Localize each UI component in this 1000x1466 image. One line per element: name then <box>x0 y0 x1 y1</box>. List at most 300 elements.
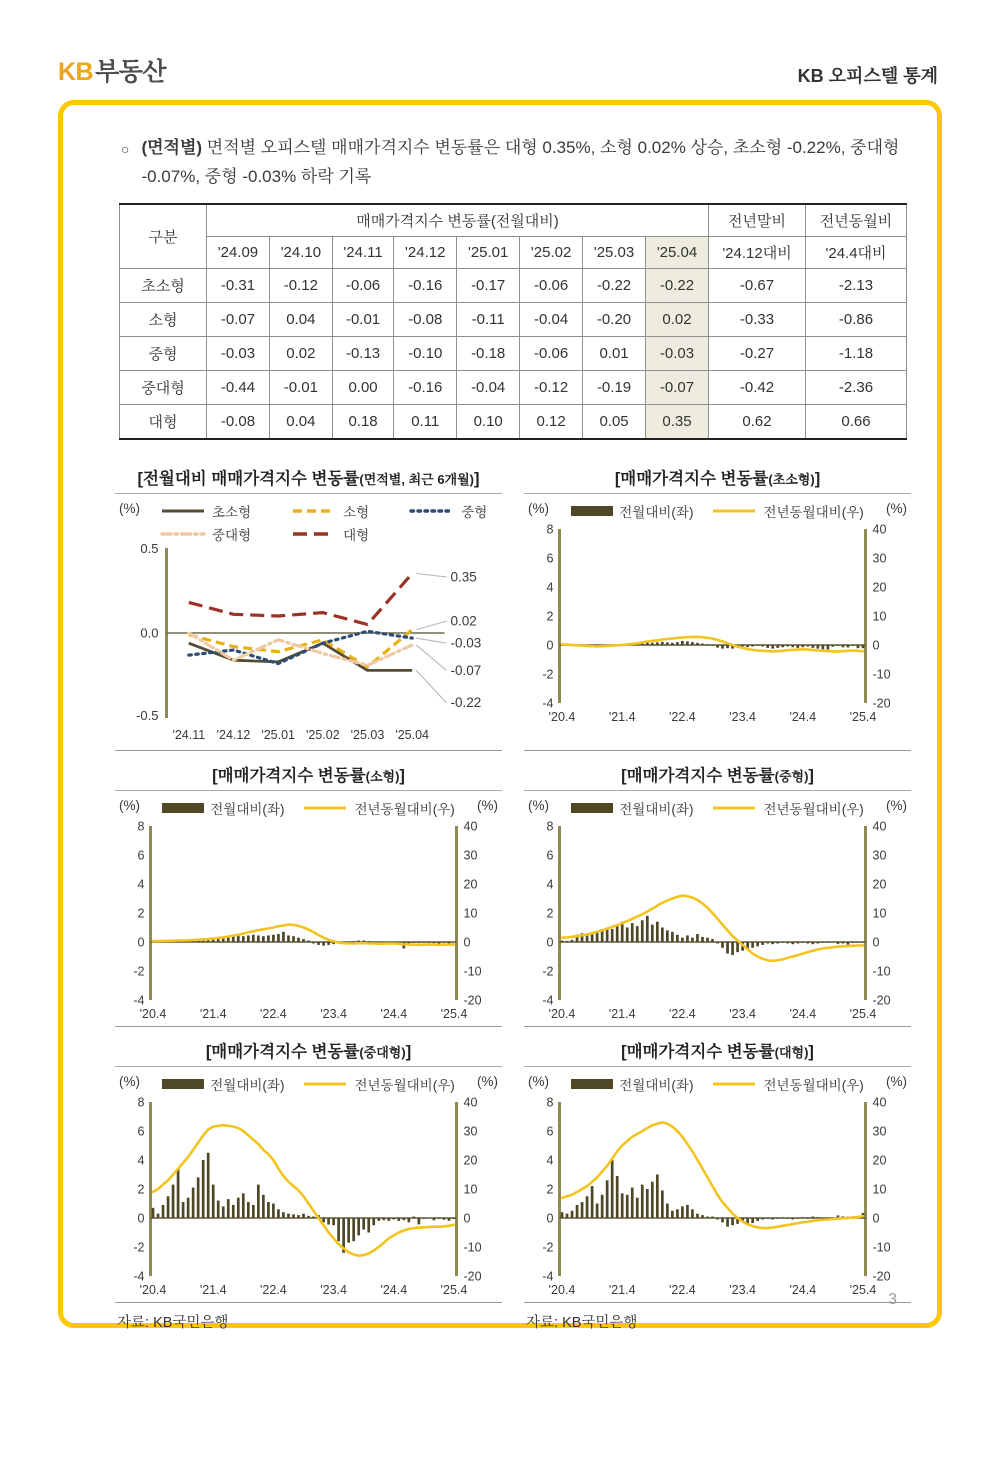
content-box <box>58 100 942 1332</box>
svg-text:8: 8 <box>137 819 145 834</box>
table-cell: -0.12 <box>520 371 583 405</box>
chart-title-main: [매매가격지수 변동률 <box>621 767 775 786</box>
svg-text:'25.01: '25.01 <box>261 728 296 743</box>
chart-title-close: ] <box>399 767 405 786</box>
table-cell: -0.22 <box>646 269 709 303</box>
svg-text:'22.4: '22.4 <box>260 1283 287 1298</box>
svg-text:2: 2 <box>546 1182 554 1197</box>
chart-title-close: ] <box>808 767 814 786</box>
svg-text:-2: -2 <box>133 1240 145 1255</box>
chart-title-sub: (대형) <box>774 1045 809 1061</box>
legend-items <box>162 1074 454 1094</box>
svg-text:'23.4: '23.4 <box>320 1007 347 1022</box>
table-cell: 0.02 <box>269 337 332 371</box>
svg-text:-0.07: -0.07 <box>450 663 482 679</box>
table-row <box>119 371 906 405</box>
month-header: '24.12 <box>394 237 457 269</box>
chart-title-main: [매매가격지수 변동률 <box>212 767 366 786</box>
svg-text:-4: -4 <box>133 993 145 1008</box>
legend-item <box>711 798 863 818</box>
legend-line-swatch-icon <box>409 505 455 517</box>
legend-label: 전월대비(좌) <box>619 505 694 521</box>
yoy-sub-header: '24.4대비 <box>806 237 907 269</box>
svg-text:'20.4: '20.4 <box>548 710 576 725</box>
svg-text:20: 20 <box>463 877 478 892</box>
svg-text:'20.4: '20.4 <box>139 1283 167 1298</box>
svg-text:-2: -2 <box>542 964 554 979</box>
legend-line-swatch-icon <box>711 505 757 517</box>
month-header: '25.03 <box>583 237 646 269</box>
table-cell: -0.08 <box>394 303 457 337</box>
year-end-cell: 0.62 <box>709 405 806 440</box>
svg-text:-10: -10 <box>872 667 891 682</box>
chart-title <box>115 460 502 494</box>
table-header-row-2 <box>119 237 906 269</box>
month-header: '24.10 <box>269 237 332 269</box>
svg-text:10: 10 <box>463 906 478 921</box>
svg-text:'25.4: '25.4 <box>849 1283 877 1298</box>
col-group-header: 구분 <box>119 204 206 269</box>
right-axis-unit: (%) <box>885 798 907 814</box>
chart-title-close: ] <box>405 1043 412 1062</box>
legend-label: 전년동월대비(우) <box>763 1078 864 1094</box>
table-cell: -0.06 <box>520 269 583 303</box>
right-axis-unit: (%) <box>885 501 907 517</box>
svg-text:'21.4: '21.4 <box>608 710 636 725</box>
chart-title <box>524 757 911 791</box>
table-row <box>119 405 906 440</box>
svg-text:-10: -10 <box>872 1240 891 1255</box>
svg-text:'25.4: '25.4 <box>440 1007 468 1022</box>
chart-title <box>524 1033 911 1067</box>
chart-legend <box>526 798 909 818</box>
legend-line-swatch-icon <box>711 1078 757 1090</box>
svg-text:'23.4: '23.4 <box>729 710 756 725</box>
page-header <box>58 52 938 88</box>
legend-item <box>160 524 251 544</box>
month-header: '25.02 <box>520 237 583 269</box>
svg-text:'24.12: '24.12 <box>216 728 251 743</box>
right-axis-unit: (%) <box>476 798 498 814</box>
table-header-row-1 <box>119 204 906 237</box>
table-cell: -0.10 <box>394 337 457 371</box>
svg-text:0.02: 0.02 <box>450 614 477 630</box>
table-cell: -0.20 <box>583 303 646 337</box>
left-axis-unit: (%) <box>528 1074 549 1090</box>
row-label: 초소형 <box>119 269 206 303</box>
legend-line-swatch-icon <box>291 505 337 517</box>
svg-text:0.0: 0.0 <box>140 625 159 641</box>
svg-text:10: 10 <box>872 609 887 624</box>
legend-label: 전월대비(좌) <box>210 1078 285 1094</box>
chart-cell-5 <box>524 1033 911 1303</box>
yoy-cell: -2.13 <box>806 269 907 303</box>
svg-text:20: 20 <box>463 1153 478 1168</box>
legend-item <box>160 501 251 521</box>
legend-bar-swatch-icon <box>571 802 613 814</box>
legend-item <box>409 501 487 521</box>
table-cell: 0.04 <box>269 405 332 440</box>
svg-text:8: 8 <box>546 1095 554 1110</box>
logo-kb: KB <box>58 58 94 86</box>
svg-text:-0.22: -0.22 <box>450 695 482 711</box>
legend-item <box>162 1074 284 1094</box>
legend-bar-swatch-icon <box>571 505 613 517</box>
year-end-cell: -0.67 <box>709 269 806 303</box>
table-head <box>119 204 906 269</box>
table-cell: -0.06 <box>520 337 583 371</box>
svg-text:30: 30 <box>872 1124 887 1139</box>
svg-text:8: 8 <box>546 522 554 537</box>
svg-text:0: 0 <box>137 1211 145 1226</box>
combo-chart-svg <box>115 1094 502 1300</box>
table-cell: -0.22 <box>583 269 646 303</box>
svg-text:'25.04: '25.04 <box>395 728 430 743</box>
combo-chart-svg <box>115 818 502 1024</box>
svg-text:-10: -10 <box>463 1240 482 1255</box>
chart-cell-2 <box>115 757 502 1027</box>
svg-text:6: 6 <box>137 1124 145 1139</box>
table-cell: 0.04 <box>269 303 332 337</box>
table-cell: 0.01 <box>583 337 646 371</box>
svg-text:'22.4: '22.4 <box>669 710 696 725</box>
chart-cell-4 <box>115 1033 502 1303</box>
legend-line-swatch-icon <box>291 528 337 540</box>
svg-text:2: 2 <box>546 906 554 921</box>
table-cell: -0.07 <box>646 371 709 405</box>
svg-text:'22.4: '22.4 <box>669 1007 696 1022</box>
logo-text: 부동산 <box>95 58 167 86</box>
legend-item <box>571 1074 693 1094</box>
legend-bar-swatch-icon <box>162 802 204 814</box>
month-header: '24.09 <box>206 237 269 269</box>
table-cell: -0.13 <box>332 337 393 371</box>
summary-label: (면적별) <box>141 138 203 157</box>
chart-title-main: [매매가격지수 변동률 <box>621 1043 775 1062</box>
svg-text:30: 30 <box>463 1124 478 1139</box>
svg-text:-10: -10 <box>872 964 891 979</box>
svg-text:'24.4: '24.4 <box>380 1007 408 1022</box>
row-label: 대형 <box>119 405 206 440</box>
month-header: '25.01 <box>457 237 520 269</box>
legend-item <box>711 1074 863 1094</box>
table-cell: -0.03 <box>646 337 709 371</box>
legend-bar-swatch-icon <box>571 1078 613 1090</box>
svg-text:'20.4: '20.4 <box>139 1007 167 1022</box>
legend-item <box>302 798 454 818</box>
legend-label: 전월대비(좌) <box>619 802 694 818</box>
charts-grid <box>115 460 911 1309</box>
legend-row <box>160 501 500 521</box>
svg-text:0: 0 <box>872 1211 880 1226</box>
chart-title-sub: (중대형) <box>359 1045 406 1061</box>
table-cell: -0.31 <box>206 269 269 303</box>
summary-bullet <box>121 133 911 191</box>
table-cell: -0.16 <box>394 371 457 405</box>
legend-line-swatch-icon <box>711 802 757 814</box>
svg-text:4: 4 <box>546 877 554 892</box>
table-cell: -0.01 <box>332 303 393 337</box>
yoy-cell: -0.86 <box>806 303 907 337</box>
row-label: 중형 <box>119 337 206 371</box>
svg-text:'25.02: '25.02 <box>305 728 340 743</box>
svg-text:0: 0 <box>546 935 554 950</box>
legend-label: 전년동월대비(우) <box>354 1078 455 1094</box>
table-row <box>119 337 906 371</box>
legend-item <box>571 798 693 818</box>
chart-title-main: [매매가격지수 변동률 <box>205 1043 360 1062</box>
svg-text:4: 4 <box>546 580 554 595</box>
table-cell: 0.02 <box>646 303 709 337</box>
svg-text:'21.4: '21.4 <box>608 1283 636 1298</box>
table-cell: 0.10 <box>457 405 520 440</box>
svg-text:8: 8 <box>546 819 554 834</box>
svg-text:4: 4 <box>137 877 145 892</box>
table-cell: -0.04 <box>457 371 520 405</box>
svg-text:'25.4: '25.4 <box>440 1283 468 1298</box>
legend-label: 전월대비(좌) <box>210 802 285 818</box>
chart-title-close: ] <box>814 470 821 489</box>
chart-cell-1 <box>524 460 911 751</box>
svg-text:10: 10 <box>872 1182 887 1197</box>
left-axis-unit: (%) <box>528 798 549 814</box>
table-cell: -0.08 <box>206 405 269 440</box>
combo-chart-svg <box>524 1094 911 1300</box>
source-note-left: 자료: KB국민은행 <box>117 1315 229 1332</box>
svg-text:30: 30 <box>463 848 478 863</box>
table-cell: -0.07 <box>206 303 269 337</box>
yoy-cell: 0.66 <box>806 405 907 440</box>
span-header: 매매가격지수 변동률(전월대비) <box>206 204 708 237</box>
svg-text:-20: -20 <box>872 696 891 711</box>
sources-row <box>115 1309 911 1332</box>
svg-text:-20: -20 <box>463 1269 482 1284</box>
document-title: KB 오피스텔 통계 <box>797 66 938 86</box>
svg-text:-20: -20 <box>872 993 891 1008</box>
legend-item <box>711 501 863 521</box>
svg-text:0: 0 <box>872 638 880 653</box>
svg-text:-20: -20 <box>463 993 482 1008</box>
chart-legend <box>526 1074 909 1094</box>
chart-title-main: [매매가격지수 변동률 <box>614 470 769 489</box>
legend-item <box>291 501 369 521</box>
svg-text:20: 20 <box>872 1153 887 1168</box>
right-axis-unit: (%) <box>476 1074 498 1090</box>
table-cell: -0.01 <box>269 371 332 405</box>
year-end-sub-header: '24.12대비 <box>709 237 806 269</box>
table-cell: -0.44 <box>206 371 269 405</box>
legend-line-swatch-icon <box>160 505 206 517</box>
svg-text:-4: -4 <box>542 993 554 1008</box>
table-cell: -0.17 <box>457 269 520 303</box>
table-cell: 0.12 <box>520 405 583 440</box>
bullet-circle-icon: ○ <box>121 141 130 157</box>
month-header: '24.11 <box>332 237 393 269</box>
line-chart-svg <box>115 544 502 748</box>
svg-text:30: 30 <box>872 848 887 863</box>
svg-text:2: 2 <box>137 906 145 921</box>
svg-text:8: 8 <box>137 1095 145 1110</box>
svg-text:'22.4: '22.4 <box>669 1283 696 1298</box>
svg-text:'24.11: '24.11 <box>172 728 206 743</box>
svg-text:0.35: 0.35 <box>450 569 477 585</box>
table-cell: -0.19 <box>583 371 646 405</box>
svg-text:'23.4: '23.4 <box>729 1007 756 1022</box>
svg-text:'23.4: '23.4 <box>729 1283 756 1298</box>
legend-label: 소형 <box>343 505 370 521</box>
legend-item <box>571 501 693 521</box>
yoy-header: 전년동월비 <box>806 204 907 237</box>
svg-text:0: 0 <box>137 935 145 950</box>
chart-title-sub: (면적별, 최근 6개월) <box>359 472 474 488</box>
chart-title-close: ] <box>808 1043 814 1062</box>
table-cell: 0.35 <box>646 405 709 440</box>
year-end-cell: -0.33 <box>709 303 806 337</box>
table-body <box>119 269 906 440</box>
table-cell: -0.18 <box>457 337 520 371</box>
svg-text:-0.03: -0.03 <box>450 636 482 652</box>
legend-item <box>291 524 369 544</box>
left-axis-unit: (%) <box>119 501 140 517</box>
svg-text:4: 4 <box>546 1153 554 1168</box>
year-end-header: 전년말비 <box>709 204 806 237</box>
svg-text:'23.4: '23.4 <box>320 1283 347 1298</box>
legend-items <box>571 1074 863 1094</box>
svg-text:10: 10 <box>872 906 887 921</box>
svg-text:20: 20 <box>872 877 887 892</box>
left-axis-unit: (%) <box>528 501 549 517</box>
row-label: 중대형 <box>119 371 206 405</box>
svg-text:'22.4: '22.4 <box>260 1007 287 1022</box>
legend-item <box>302 1074 454 1094</box>
legend-label: 중대형 <box>212 528 252 544</box>
svg-text:-4: -4 <box>542 1269 554 1284</box>
combo-chart-svg <box>524 818 911 1024</box>
svg-text:6: 6 <box>137 848 145 863</box>
svg-text:'24.4: '24.4 <box>789 1007 817 1022</box>
chart-legend <box>526 501 909 521</box>
table-cell: -0.06 <box>332 269 393 303</box>
month-header: '25.04 <box>646 237 709 269</box>
svg-text:0: 0 <box>546 1211 554 1226</box>
legend-items <box>571 501 863 521</box>
svg-text:20: 20 <box>872 580 887 595</box>
chart-cell-0 <box>115 460 502 751</box>
legend-bar-swatch-icon <box>162 1078 204 1090</box>
price-index-table <box>119 203 907 440</box>
chart-cell-3 <box>524 757 911 1027</box>
svg-text:10: 10 <box>463 1182 478 1197</box>
chart-title-main: [전월대비 매매가격지수 변동률 <box>137 470 360 489</box>
table-row <box>119 303 906 337</box>
svg-text:'24.4: '24.4 <box>789 710 817 725</box>
svg-text:'25.4: '25.4 <box>849 710 877 725</box>
legend-item <box>162 798 284 818</box>
summary-body: 면적별 오피스텔 매매가격지수 변동률은 대형 0.35%, 소형 0.02% 상승, 초소형 -0.22%, 중대형 -0.07%, 중형 -0.03% 하락 기록 <box>141 138 900 187</box>
svg-text:4: 4 <box>137 1153 145 1168</box>
svg-text:-2: -2 <box>133 964 145 979</box>
svg-text:'24.4: '24.4 <box>789 1283 817 1298</box>
table-row <box>119 269 906 303</box>
svg-text:'21.4: '21.4 <box>199 1283 227 1298</box>
chart-legend <box>117 798 500 818</box>
table-cell: 0.18 <box>332 405 393 440</box>
yoy-cell: -1.18 <box>806 337 907 371</box>
svg-text:-0.5: -0.5 <box>136 708 159 724</box>
legend-label: 초소형 <box>212 505 252 521</box>
legend-label: 전년동월대비(우) <box>763 505 864 521</box>
svg-text:-4: -4 <box>133 1269 145 1284</box>
table-cell: -0.04 <box>520 303 583 337</box>
svg-text:30: 30 <box>872 551 887 566</box>
chart-title <box>115 757 502 791</box>
legend-items <box>571 798 863 818</box>
table-cell: -0.03 <box>206 337 269 371</box>
legend-label: 대형 <box>343 528 370 544</box>
svg-text:40: 40 <box>872 819 887 834</box>
summary-text <box>141 133 911 191</box>
combo-chart-svg <box>524 521 911 727</box>
table-cell: 0.00 <box>332 371 393 405</box>
svg-text:0.5: 0.5 <box>140 544 159 557</box>
svg-text:0: 0 <box>463 935 471 950</box>
svg-text:2: 2 <box>546 609 554 624</box>
svg-text:'20.4: '20.4 <box>548 1283 576 1298</box>
svg-text:0: 0 <box>546 638 554 653</box>
svg-text:40: 40 <box>872 522 887 537</box>
svg-text:-10: -10 <box>463 964 482 979</box>
svg-text:-4: -4 <box>542 696 554 711</box>
chart-title-sub: (중형) <box>774 769 809 785</box>
legend-line-swatch-icon <box>302 1078 348 1090</box>
svg-text:0: 0 <box>872 935 880 950</box>
svg-text:-2: -2 <box>542 1240 554 1255</box>
svg-text:'25.03: '25.03 <box>350 728 385 743</box>
svg-text:40: 40 <box>463 1095 478 1110</box>
legend-label: 중형 <box>461 505 488 521</box>
svg-text:40: 40 <box>463 819 478 834</box>
legend-label: 전년동월대비(우) <box>763 802 864 818</box>
svg-text:6: 6 <box>546 551 554 566</box>
table-cell: -0.11 <box>457 303 520 337</box>
chart-title <box>115 1033 502 1067</box>
chart-title-sub: (초소형) <box>768 472 815 488</box>
table-cell: -0.16 <box>394 269 457 303</box>
chart-legend <box>117 1074 500 1094</box>
kb-real-estate-logo <box>58 52 166 88</box>
svg-text:'20.4: '20.4 <box>548 1007 576 1022</box>
legend-label: 전월대비(좌) <box>619 1078 694 1094</box>
svg-text:-2: -2 <box>542 667 554 682</box>
chart-title-sub: (소형) <box>365 769 400 785</box>
svg-text:40: 40 <box>872 1095 887 1110</box>
svg-text:'21.4: '21.4 <box>199 1007 227 1022</box>
legend-line-swatch-icon <box>302 802 348 814</box>
table-cell: 0.05 <box>583 405 646 440</box>
year-end-cell: -0.27 <box>709 337 806 371</box>
legend-items <box>162 798 454 818</box>
yoy-cell: -2.36 <box>806 371 907 405</box>
chart-title <box>524 460 911 494</box>
svg-text:'24.4: '24.4 <box>380 1283 408 1298</box>
svg-text:'21.4: '21.4 <box>608 1007 636 1022</box>
left-axis-unit: (%) <box>119 798 140 814</box>
right-axis-unit: (%) <box>885 1074 907 1090</box>
chart-title-close: ] <box>474 470 480 489</box>
svg-text:6: 6 <box>546 848 554 863</box>
year-end-cell: -0.42 <box>709 371 806 405</box>
table-cell: 0.11 <box>394 405 457 440</box>
